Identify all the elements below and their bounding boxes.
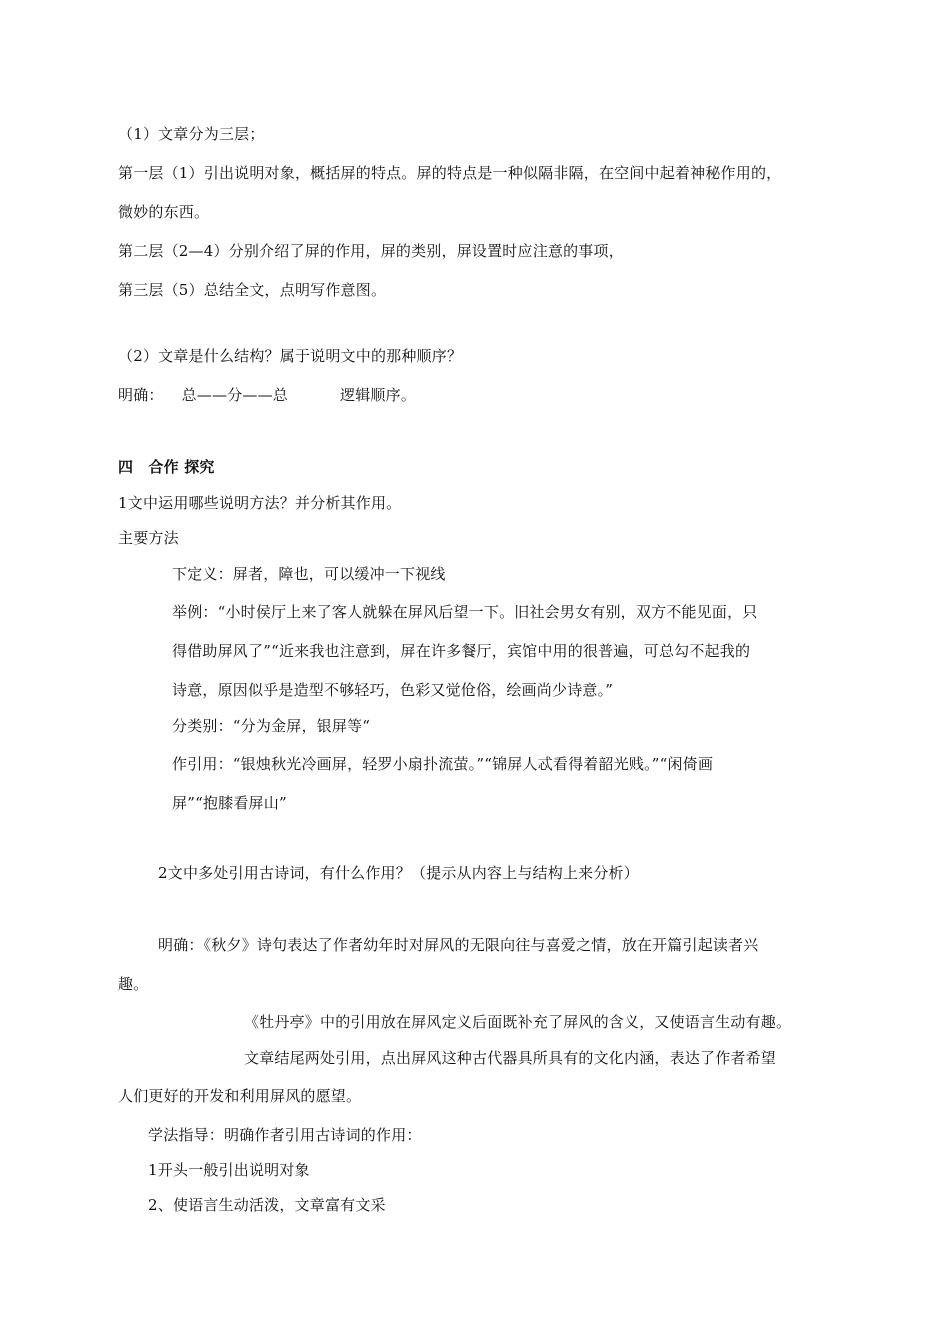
poetry-answer-line-1: 明确：《秋夕》诗句表达了作者幼年时对屏风的无限向往与喜爱之情，放在开篇引起读者兴 bbox=[158, 936, 759, 954]
poetry-answer-ending-1: 文章结尾两处引用，点出屏风这种古代器具所具有的文化内涵，表达了作者希望 bbox=[244, 1049, 777, 1067]
method-example-line-2: 得借助屏风了”“近来我也注意到，屏在许多餐厅，宾馆中用的很普遍，可总勾不起我的 bbox=[172, 642, 751, 660]
method-example-line-3: 诗意，原因似乎是造型不够轻巧，色彩又觉伧俗，绘画尚少诗意。” bbox=[172, 681, 614, 699]
method-definition: 下定义：屏者，障也，可以缓冲一下视线 bbox=[172, 565, 446, 583]
layer1-line-1: 第一层（1）引出说明对象，概括屏的特点。屏的特点是一种似隔非隔，在空间中起着神秘作用的， bbox=[118, 164, 782, 182]
answer-order: 逻辑顺序。 bbox=[340, 386, 417, 404]
question-1-methods: 1文中运用哪些说明方法？并分析其作用。 bbox=[118, 494, 402, 512]
method-classification: 分类别：“分为金屏，银屏等“ bbox=[172, 717, 371, 735]
question-2-poetry: 2文中多处引用古诗词，有什么作用？（提示从内容上与结构上来分析） bbox=[158, 864, 639, 882]
layer3-line: 第三层（5）总结全文，点明写作意图。 bbox=[118, 281, 387, 299]
main-methods-label: 主要方法 bbox=[118, 529, 179, 547]
section-4-heading: 四 合作 探究 bbox=[118, 458, 215, 476]
answer-structure: 总——分——总 bbox=[181, 386, 289, 404]
method-example-line-1: 举例：“小时侯厅上来了客人就躲在屏风后望一下。旧社会男女有别，双方不能见面，只 bbox=[172, 603, 758, 621]
question-2-structure: （2）文章是什么结构？属于说明文中的那种顺序？ bbox=[118, 347, 463, 365]
study-guide-point-2: 2、使语言生动活泼，文章富有文采 bbox=[148, 1196, 386, 1214]
structure-heading: （1）文章分为三层； bbox=[118, 125, 265, 143]
poetry-answer-line-2: 趣。 bbox=[118, 975, 149, 993]
layer2-line: 第二层（2—4）分别介绍了屏的作用，屏的类别，屏设置时应注意的事项， bbox=[118, 242, 624, 260]
study-guide: 学法指导：明确作者引用古诗词的作用： bbox=[148, 1126, 422, 1144]
method-quote-line-2: 屏”“抱膝看屏山” bbox=[172, 794, 287, 812]
answer-label: 明确： bbox=[118, 386, 164, 404]
study-guide-point-1: 1开头一般引出说明对象 bbox=[148, 1161, 310, 1179]
answer-2-line bbox=[118, 385, 416, 405]
poetry-answer-peony: 《牡丹亭》中的引用放在屏风定义后面既补充了屏风的含义，又使语言生动有趣。 bbox=[244, 1013, 792, 1031]
layer1-line-2: 微妙的东西。 bbox=[118, 203, 210, 221]
method-quote-line-1: 作引用：“银烛秋光冷画屏，轻罗小扇扑流萤。”“锦屏人忒看得着韶光贱。”“闲倚画 bbox=[172, 755, 714, 773]
poetry-answer-ending-2: 人们更好的开发和利用屏风的愿望。 bbox=[118, 1087, 362, 1105]
